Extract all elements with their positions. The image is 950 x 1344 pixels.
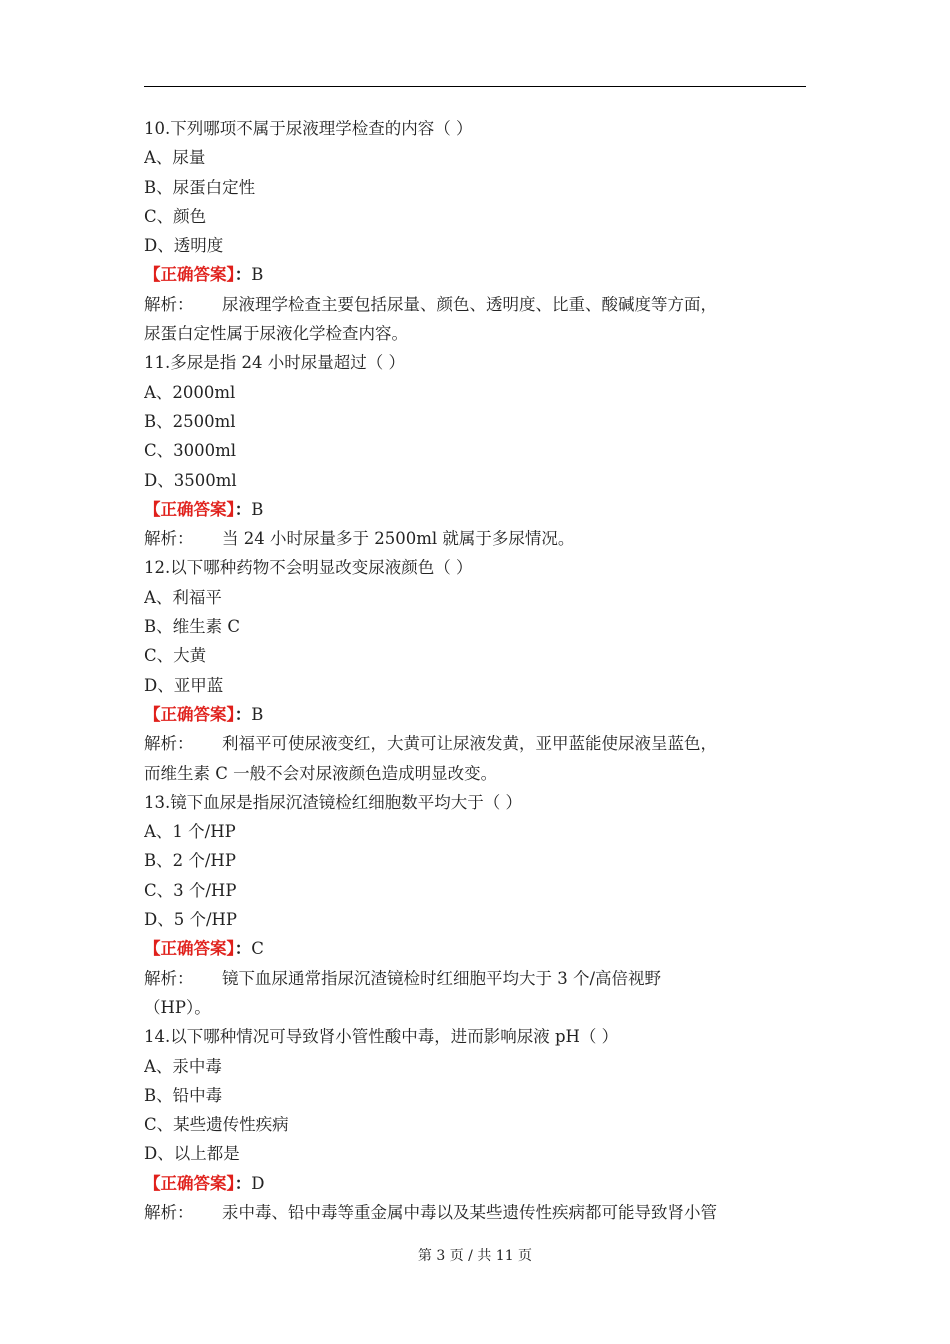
option-a: A、汞中毒 bbox=[144, 1056, 222, 1076]
question-block bbox=[144, 553, 804, 787]
question-block bbox=[144, 1022, 804, 1227]
option-c: C、大黄 bbox=[144, 646, 207, 666]
answer-value: B bbox=[251, 704, 264, 724]
answer-label: 【正确答案】 bbox=[144, 265, 235, 285]
option-a: A、利福平 bbox=[144, 587, 222, 607]
question-stem: 10.下列哪项不属于尿液理学检查的内容（ ） bbox=[144, 119, 473, 138]
analysis-line bbox=[144, 1198, 804, 1227]
question-block bbox=[144, 788, 804, 1022]
analysis-line bbox=[144, 729, 804, 758]
correct-answer bbox=[144, 700, 804, 729]
question-block bbox=[144, 348, 804, 553]
answer-colon: ： bbox=[234, 704, 252, 724]
correct-answer bbox=[144, 1169, 804, 1198]
option-a: A、尿量 bbox=[144, 148, 206, 168]
correct-answer bbox=[144, 934, 804, 963]
answer-label: 【正确答案】 bbox=[144, 704, 235, 724]
option-a: A、2000ml bbox=[144, 382, 236, 402]
question-stem: 12.以下哪种药物不会明显改变尿液颜色（ ） bbox=[144, 558, 473, 578]
analysis-label: 解析： bbox=[144, 529, 194, 549]
page-footer: 第 3 页 / 共 11 页 bbox=[417, 1248, 533, 1264]
analysis-text: 当 24 小时尿量多于 2500ml 就属于多尿情况。 bbox=[222, 529, 575, 549]
document-body bbox=[144, 114, 804, 1227]
analysis-line bbox=[144, 524, 804, 553]
analysis-continuation: 尿蛋白定性属于尿液化学检查内容。 bbox=[144, 324, 408, 344]
option-c: C、3 个/HP bbox=[144, 880, 237, 900]
option-c: C、某些遗传性疾病 bbox=[144, 1115, 289, 1135]
analysis-text: 尿液理学检查主要包括尿量、颜色、透明度、比重、酸碱度等方面， bbox=[222, 294, 717, 314]
option-c: C、3000ml bbox=[144, 441, 237, 461]
option-b: B、2 个/HP bbox=[144, 851, 236, 871]
analysis-text: 汞中毒、铅中毒等重金属中毒以及某些遗传性疾病都可能导致肾小管 bbox=[222, 1202, 717, 1222]
option-d: D、亚甲蓝 bbox=[144, 675, 224, 695]
answer-colon: ： bbox=[234, 1173, 252, 1193]
option-d: D、5 个/HP bbox=[144, 910, 238, 930]
question-stem: 11.多尿是指 24 小时尿量超过（ ） bbox=[144, 353, 405, 373]
correct-answer bbox=[144, 495, 804, 524]
header-rule bbox=[144, 86, 806, 87]
option-d: D、以上都是 bbox=[144, 1144, 240, 1164]
option-a: A、1 个/HP bbox=[144, 822, 236, 842]
analysis-continuation: 而维生素 C 一般不会对尿液颜色造成明显改变。 bbox=[144, 763, 498, 783]
analysis-line bbox=[144, 964, 804, 993]
answer-label: 【正确答案】 bbox=[144, 939, 235, 959]
analysis-text: 镜下血尿通常指尿沉渣镜检时红细胞平均大于 3 个/高倍视野 bbox=[222, 968, 662, 988]
question-block bbox=[144, 114, 804, 348]
answer-label: 【正确答案】 bbox=[144, 499, 235, 519]
option-b: B、尿蛋白定性 bbox=[144, 177, 256, 197]
option-d: D、3500ml bbox=[144, 470, 237, 490]
answer-value: B bbox=[251, 265, 264, 285]
answer-value: C bbox=[251, 939, 264, 959]
analysis-label: 解析： bbox=[144, 1202, 194, 1222]
analysis-line bbox=[144, 290, 804, 319]
analysis-continuation: （HP）。 bbox=[144, 997, 211, 1017]
answer-colon: ： bbox=[234, 265, 252, 285]
option-d: D、透明度 bbox=[144, 236, 224, 256]
answer-colon: ： bbox=[234, 939, 252, 959]
option-b: B、2500ml bbox=[144, 411, 236, 431]
analysis-text: 利福平可使尿液变红，大黄可让尿液发黄，亚甲蓝能使尿液呈蓝色， bbox=[222, 734, 717, 754]
analysis-label: 解析： bbox=[144, 294, 194, 314]
analysis-label: 解析： bbox=[144, 968, 194, 988]
question-stem: 14.以下哪种情况可导致肾小管性酸中毒，进而影响尿液 pH（ ） bbox=[144, 1027, 619, 1047]
question-stem: 13.镜下血尿是指尿沉渣镜检红细胞数平均大于（ ） bbox=[144, 792, 522, 812]
option-c: C、颜色 bbox=[144, 206, 207, 226]
correct-answer bbox=[144, 260, 804, 289]
answer-colon: ： bbox=[234, 499, 252, 519]
answer-value: B bbox=[251, 499, 264, 519]
option-b: B、维生素 C bbox=[144, 617, 240, 637]
answer-value: D bbox=[251, 1173, 265, 1193]
answer-label: 【正确答案】 bbox=[144, 1173, 235, 1193]
analysis-label: 解析： bbox=[144, 734, 194, 754]
option-b: B、铅中毒 bbox=[144, 1085, 223, 1105]
